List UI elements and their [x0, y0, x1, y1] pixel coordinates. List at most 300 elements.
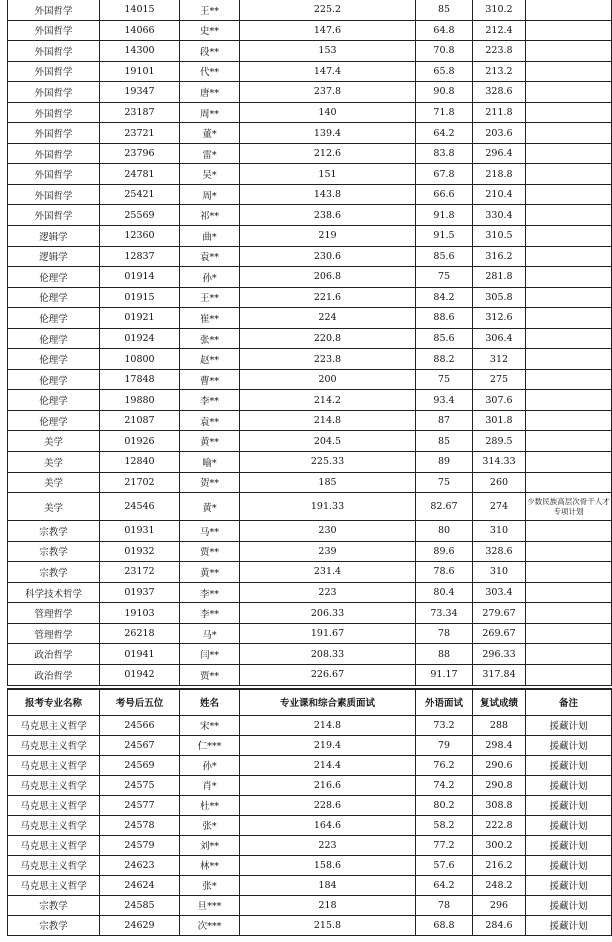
remarks-cell — [526, 184, 612, 205]
table-row — [8, 715, 612, 735]
name-cell: 袁** — [180, 410, 240, 431]
name-cell: 祁** — [180, 205, 240, 226]
name-cell: 李** — [180, 390, 240, 411]
final-score-cell: 305.8 — [473, 287, 526, 308]
interview-score-cell: 191.67 — [240, 623, 416, 644]
name-cell: 贾** — [180, 541, 240, 562]
remarks-cell: 援藏计划 — [526, 855, 612, 875]
name-cell: 黄** — [180, 562, 240, 583]
table-row — [8, 644, 612, 665]
final-score-cell: 290.8 — [473, 775, 526, 795]
table-row — [8, 143, 612, 164]
major-cell: 美学 — [8, 472, 100, 493]
table-row — [8, 431, 612, 452]
major-cell: 外国哲学 — [8, 20, 100, 41]
remarks-cell — [526, 452, 612, 473]
major-cell: 伦理学 — [8, 390, 100, 411]
name-cell: 史** — [180, 20, 240, 41]
major-cell: 宗教学 — [8, 895, 100, 915]
language-score-cell: 78.6 — [416, 562, 473, 583]
interview-score-cell: 239 — [240, 541, 416, 562]
exam-id-cell: 01941 — [100, 644, 180, 665]
remarks-cell: 援藏计划 — [526, 895, 612, 915]
table-row — [8, 164, 612, 185]
name-cell: 周** — [180, 102, 240, 123]
interview-score-cell: 237.8 — [240, 82, 416, 103]
final-score-cell: 303.4 — [473, 582, 526, 603]
exam-id-cell: 01921 — [100, 308, 180, 329]
final-score-cell: 328.6 — [473, 541, 526, 562]
final-score-cell: 275 — [473, 369, 526, 390]
final-score-cell: 300.2 — [473, 835, 526, 855]
interview-score-cell: 238.6 — [240, 205, 416, 226]
table-row — [8, 755, 612, 775]
major-cell: 伦理学 — [8, 308, 100, 329]
interview-score-cell: 206.33 — [240, 603, 416, 624]
major-cell: 政治哲学 — [8, 664, 100, 685]
table-row — [8, 287, 612, 308]
final-score-cell: 216.2 — [473, 855, 526, 875]
final-score-cell: 288 — [473, 715, 526, 735]
major-cell: 外国哲学 — [8, 0, 100, 20]
name-cell: 次*** — [180, 915, 240, 935]
name-cell: 袁** — [180, 246, 240, 267]
table-row — [8, 61, 612, 82]
interview-score-cell: 219.4 — [240, 735, 416, 755]
major-cell: 伦理学 — [8, 410, 100, 431]
exam-id-cell: 12837 — [100, 246, 180, 267]
table-row — [8, 795, 612, 815]
interview-score-cell: 219 — [240, 226, 416, 247]
table-row — [8, 603, 612, 624]
final-score-cell: 310.5 — [473, 226, 526, 247]
table-row — [8, 41, 612, 62]
name-cell: 雷* — [180, 143, 240, 164]
name-cell: 李** — [180, 582, 240, 603]
remarks-cell — [526, 521, 612, 542]
language-score-cell: 57.6 — [416, 855, 473, 875]
interview-score-cell: 185 — [240, 472, 416, 493]
interview-score-cell: 216.6 — [240, 775, 416, 795]
name-cell: 刘** — [180, 835, 240, 855]
remarks-cell — [526, 431, 612, 452]
exam-id-cell: 24566 — [100, 715, 180, 735]
final-score-cell: 298.4 — [473, 735, 526, 755]
interview-score-cell: 139.4 — [240, 123, 416, 144]
interview-score-cell: 214.2 — [240, 390, 416, 411]
name-cell: 赵** — [180, 349, 240, 370]
exam-id-cell: 19101 — [100, 61, 180, 82]
interview-score-cell: 220.8 — [240, 328, 416, 349]
language-score-cell: 75 — [416, 369, 473, 390]
exam-id-cell: 21087 — [100, 410, 180, 431]
name-cell: 林** — [180, 855, 240, 875]
language-score-cell: 79 — [416, 735, 473, 755]
major-cell: 管理哲学 — [8, 623, 100, 644]
interview-score-cell: 226.67 — [240, 664, 416, 685]
language-score-cell: 85.6 — [416, 328, 473, 349]
interview-score-cell: 151 — [240, 164, 416, 185]
table-row — [8, 328, 612, 349]
name-cell: 杜** — [180, 795, 240, 815]
remarks-cell: 援藏计划 — [526, 755, 612, 775]
exam-id-cell: 24578 — [100, 815, 180, 835]
remarks-cell — [526, 603, 612, 624]
interview-score-cell: 225.2 — [240, 0, 416, 20]
name-cell: 曹** — [180, 369, 240, 390]
name-cell: 旦*** — [180, 895, 240, 915]
exam-id-cell: 24579 — [100, 835, 180, 855]
major-cell: 马克思主义哲学 — [8, 835, 100, 855]
exam-id-cell: 01942 — [100, 664, 180, 685]
final-score-cell: 213.2 — [473, 61, 526, 82]
major-cell: 科学技术哲学 — [8, 582, 100, 603]
final-score-cell: 306.4 — [473, 328, 526, 349]
language-score-cell: 70.8 — [416, 41, 473, 62]
interview-score-cell: 164.6 — [240, 815, 416, 835]
table-row — [8, 267, 612, 288]
language-score-cell: 91.17 — [416, 664, 473, 685]
table-row — [8, 582, 612, 603]
interview-score-cell: 223.8 — [240, 349, 416, 370]
interview-score-cell: 143.8 — [240, 184, 416, 205]
language-score-cell: 80.2 — [416, 795, 473, 815]
exam-id-cell: 14015 — [100, 0, 180, 20]
interview-score-cell: 212.6 — [240, 143, 416, 164]
major-cell: 马克思主义哲学 — [8, 735, 100, 755]
exam-id-cell: 24546 — [100, 493, 180, 521]
major-cell: 宗教学 — [8, 521, 100, 542]
name-cell: 孙* — [180, 267, 240, 288]
exam-id-cell: 24624 — [100, 875, 180, 895]
name-cell: 段** — [180, 41, 240, 62]
final-score-cell: 317.84 — [473, 664, 526, 685]
major-cell: 外国哲学 — [8, 205, 100, 226]
remarks-cell: 援藏计划 — [526, 795, 612, 815]
exam-id-cell: 01932 — [100, 541, 180, 562]
interview-score-cell: 191.33 — [240, 493, 416, 521]
interview-score-cell: 204.5 — [240, 431, 416, 452]
major-cell: 逻辑学 — [8, 246, 100, 267]
final-score-cell: 210.4 — [473, 184, 526, 205]
name-cell: 孙* — [180, 755, 240, 775]
language-score-cell: 71.8 — [416, 102, 473, 123]
major-cell: 逻辑学 — [8, 226, 100, 247]
exam-id-cell: 24629 — [100, 915, 180, 935]
exam-id-cell: 17848 — [100, 369, 180, 390]
language-score-cell: 73.2 — [416, 715, 473, 735]
remarks-cell — [526, 205, 612, 226]
final-score-cell: 316.2 — [473, 246, 526, 267]
language-score-cell: 68.8 — [416, 915, 473, 935]
exam-id-cell: 01937 — [100, 582, 180, 603]
remarks-cell: 援藏计划 — [526, 775, 612, 795]
language-score-cell: 58.2 — [416, 815, 473, 835]
major-cell: 政治哲学 — [8, 644, 100, 665]
table-row — [8, 369, 612, 390]
major-cell: 马克思主义哲学 — [8, 775, 100, 795]
major-cell: 外国哲学 — [8, 102, 100, 123]
major-cell: 伦理学 — [8, 287, 100, 308]
final-score-cell: 269.67 — [473, 623, 526, 644]
name-cell: 仁*** — [180, 735, 240, 755]
interview-score-cell: 158.6 — [240, 855, 416, 875]
table-row — [8, 226, 612, 247]
final-score-cell: 301.8 — [473, 410, 526, 431]
remarks-cell: 援藏计划 — [526, 735, 612, 755]
table-row — [8, 664, 612, 685]
remarks-cell: 援藏计划 — [526, 815, 612, 835]
remarks-cell — [526, 41, 612, 62]
remarks-cell — [526, 246, 612, 267]
language-score-cell: 65.8 — [416, 61, 473, 82]
interview-score-cell: 224 — [240, 308, 416, 329]
major-cell: 伦理学 — [8, 349, 100, 370]
header-exam-id: 考号后五位 — [100, 689, 180, 715]
exam-id-cell: 23187 — [100, 102, 180, 123]
language-score-cell: 89.6 — [416, 541, 473, 562]
language-score-cell: 83.8 — [416, 143, 473, 164]
final-score-cell: 312 — [473, 349, 526, 370]
major-cell: 外国哲学 — [8, 164, 100, 185]
final-score-cell: 290.6 — [473, 755, 526, 775]
language-score-cell: 67.8 — [416, 164, 473, 185]
name-cell: 贺** — [180, 472, 240, 493]
major-cell: 管理哲学 — [8, 603, 100, 624]
major-cell: 外国哲学 — [8, 41, 100, 62]
final-score-cell: 284.6 — [473, 915, 526, 935]
table-row — [8, 123, 612, 144]
name-cell: 代** — [180, 61, 240, 82]
table-row — [8, 472, 612, 493]
interview-score-cell: 223 — [240, 582, 416, 603]
table-row — [8, 390, 612, 411]
final-score-cell: 312.6 — [473, 308, 526, 329]
remarks-cell — [526, 349, 612, 370]
name-cell: 张** — [180, 328, 240, 349]
language-score-cell: 66.6 — [416, 184, 473, 205]
language-score-cell: 78 — [416, 895, 473, 915]
interview-score-cell: 214.4 — [240, 755, 416, 775]
name-cell: 肖* — [180, 775, 240, 795]
language-score-cell: 77.2 — [416, 835, 473, 855]
exam-id-cell: 25421 — [100, 184, 180, 205]
remarks-cell — [526, 143, 612, 164]
exam-id-cell: 01931 — [100, 521, 180, 542]
exam-id-cell: 24585 — [100, 895, 180, 915]
name-cell: 喻* — [180, 452, 240, 473]
exam-id-cell: 12840 — [100, 452, 180, 473]
language-score-cell: 76.2 — [416, 755, 473, 775]
exam-id-cell: 24567 — [100, 735, 180, 755]
interview-score-cell: 206.8 — [240, 267, 416, 288]
exam-id-cell: 01926 — [100, 431, 180, 452]
final-score-cell: 310 — [473, 521, 526, 542]
interview-score-cell: 225.33 — [240, 452, 416, 473]
language-score-cell: 88.2 — [416, 349, 473, 370]
exam-id-cell: 14300 — [100, 41, 180, 62]
remarks-cell — [526, 123, 612, 144]
remarks-cell — [526, 308, 612, 329]
interview-score-cell: 140 — [240, 102, 416, 123]
final-score-cell: 218.8 — [473, 164, 526, 185]
interview-score-cell: 231.4 — [240, 562, 416, 583]
name-cell: 吴* — [180, 164, 240, 185]
exam-id-cell: 24577 — [100, 795, 180, 815]
exam-id-cell: 23721 — [100, 123, 180, 144]
final-score-cell: 203.6 — [473, 123, 526, 144]
remarks-cell — [526, 267, 612, 288]
major-cell: 马克思主义哲学 — [8, 755, 100, 775]
name-cell: 曲* — [180, 226, 240, 247]
name-cell: 黄* — [180, 493, 240, 521]
table-row — [8, 102, 612, 123]
table-row — [8, 493, 612, 521]
language-score-cell: 88.6 — [416, 308, 473, 329]
interview-score-cell: 208.33 — [240, 644, 416, 665]
table-row — [8, 895, 612, 915]
major-cell: 伦理学 — [8, 369, 100, 390]
interview-score-cell: 221.6 — [240, 287, 416, 308]
language-score-cell: 88 — [416, 644, 473, 665]
final-score-cell: 248.2 — [473, 875, 526, 895]
language-score-cell: 73.34 — [416, 603, 473, 624]
language-score-cell: 75 — [416, 267, 473, 288]
header-remarks: 备注 — [526, 689, 612, 715]
remarks-cell: 援藏计划 — [526, 835, 612, 855]
name-cell: 唐** — [180, 82, 240, 103]
remarks-cell: 援藏计划 — [526, 715, 612, 735]
final-score-cell: 223.8 — [473, 41, 526, 62]
interview-score-cell: 153 — [240, 41, 416, 62]
final-score-cell: 274 — [473, 493, 526, 521]
exam-id-cell: 23796 — [100, 143, 180, 164]
header-major: 报考专业名称 — [8, 689, 100, 715]
remarks-cell — [526, 328, 612, 349]
name-cell: 崔** — [180, 308, 240, 329]
language-score-cell: 75 — [416, 472, 473, 493]
remarks-cell: 援藏计划 — [526, 915, 612, 935]
language-score-cell: 90.8 — [416, 82, 473, 103]
exam-id-cell: 01924 — [100, 328, 180, 349]
major-cell: 外国哲学 — [8, 184, 100, 205]
final-score-cell: 330.4 — [473, 205, 526, 226]
interview-score-cell: 223 — [240, 835, 416, 855]
interview-score-cell: 228.6 — [240, 795, 416, 815]
table-row — [8, 875, 612, 895]
language-score-cell: 85.6 — [416, 246, 473, 267]
name-cell: 闫** — [180, 644, 240, 665]
language-score-cell: 82.67 — [416, 493, 473, 521]
major-cell: 伦理学 — [8, 328, 100, 349]
name-cell: 马** — [180, 521, 240, 542]
table-row — [8, 349, 612, 370]
language-score-cell: 78 — [416, 623, 473, 644]
interview-score-cell: 147.6 — [240, 20, 416, 41]
name-cell: 李** — [180, 603, 240, 624]
remarks-cell — [526, 664, 612, 685]
header-language-score: 外语面试 — [416, 689, 473, 715]
exam-id-cell: 01915 — [100, 287, 180, 308]
header-final-score: 复试成绩 — [473, 689, 526, 715]
remarks-cell — [526, 369, 612, 390]
major-cell: 马克思主义哲学 — [8, 715, 100, 735]
name-cell: 张* — [180, 815, 240, 835]
final-score-cell: 308.8 — [473, 795, 526, 815]
final-score-cell: 211.8 — [473, 102, 526, 123]
remarks-cell — [526, 582, 612, 603]
remarks-cell — [526, 164, 612, 185]
final-score-cell: 212.4 — [473, 20, 526, 41]
name-cell: 董* — [180, 123, 240, 144]
table-row — [8, 205, 612, 226]
language-score-cell: 80 — [416, 521, 473, 542]
remarks-cell — [526, 0, 612, 20]
table-row — [8, 623, 612, 644]
exam-id-cell: 19880 — [100, 390, 180, 411]
final-score-cell: 222.8 — [473, 815, 526, 835]
major-cell: 马克思主义哲学 — [8, 815, 100, 835]
remarks-cell: 少数民族高层次骨干人才专项计划 — [526, 493, 612, 521]
table-row — [8, 775, 612, 795]
major-cell: 马克思主义哲学 — [8, 795, 100, 815]
exam-id-cell: 19103 — [100, 603, 180, 624]
major-cell: 外国哲学 — [8, 123, 100, 144]
interview-score-cell: 147.4 — [240, 61, 416, 82]
major-cell: 外国哲学 — [8, 61, 100, 82]
table-row — [8, 855, 612, 875]
remarks-cell — [526, 541, 612, 562]
major-cell: 外国哲学 — [8, 143, 100, 164]
name-cell: 黄** — [180, 431, 240, 452]
interview-score-cell: 214.8 — [240, 715, 416, 735]
exam-id-cell: 24569 — [100, 755, 180, 775]
major-cell: 马克思主义哲学 — [8, 855, 100, 875]
major-cell: 马克思主义哲学 — [8, 875, 100, 895]
remarks-cell — [526, 410, 612, 431]
language-score-cell: 91.5 — [416, 226, 473, 247]
language-score-cell: 85 — [416, 0, 473, 20]
table-row — [8, 246, 612, 267]
remarks-cell: 援藏计划 — [526, 875, 612, 895]
remarks-cell — [526, 472, 612, 493]
major-cell: 宗教学 — [8, 915, 100, 935]
interview-score-cell: 184 — [240, 875, 416, 895]
major-cell: 伦理学 — [8, 267, 100, 288]
interview-score-cell: 230.6 — [240, 246, 416, 267]
interview-score-cell: 230 — [240, 521, 416, 542]
score-table-upper — [7, 0, 612, 686]
name-cell: 周* — [180, 184, 240, 205]
remarks-cell — [526, 623, 612, 644]
language-score-cell: 87 — [416, 410, 473, 431]
table-row — [8, 0, 612, 20]
remarks-cell — [526, 226, 612, 247]
name-cell: 马* — [180, 623, 240, 644]
remarks-cell — [526, 82, 612, 103]
exam-id-cell: 24623 — [100, 855, 180, 875]
remarks-cell — [526, 20, 612, 41]
remarks-cell — [526, 562, 612, 583]
language-score-cell: 64.2 — [416, 875, 473, 895]
final-score-cell: 310.2 — [473, 0, 526, 20]
major-cell: 美学 — [8, 493, 100, 521]
final-score-cell: 260 — [473, 472, 526, 493]
table-row — [8, 184, 612, 205]
table-row — [8, 521, 612, 542]
score-table-lower-body — [8, 715, 612, 935]
table-row — [8, 815, 612, 835]
